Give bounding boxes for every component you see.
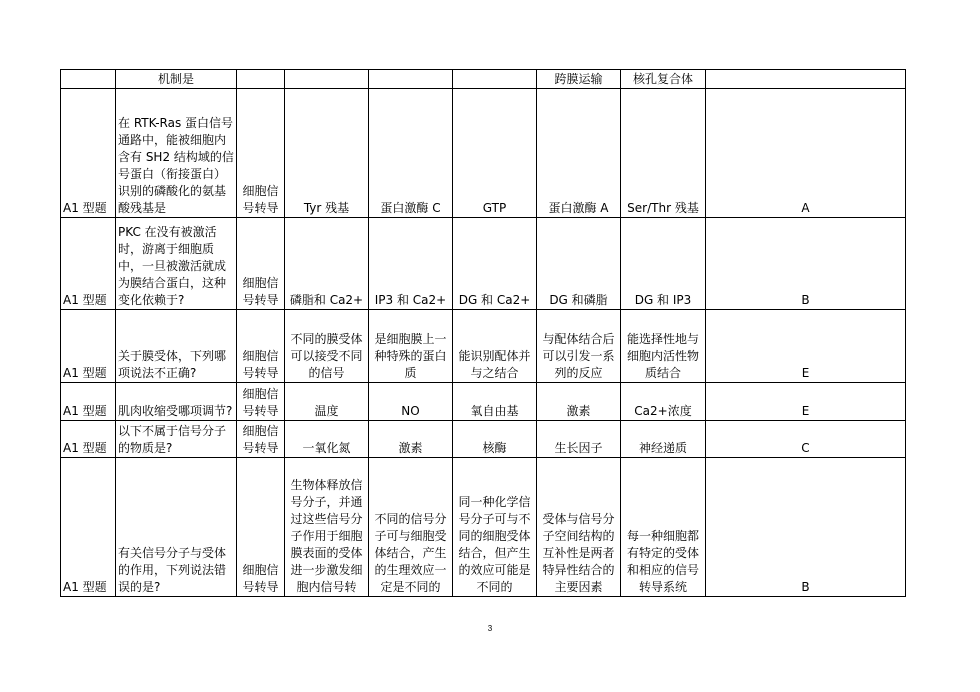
question-type-cell: A1 型题 [61,458,116,597]
question-cell: 关于膜受体，下列哪项说法不正确? [116,310,237,383]
category-cell: 细胞信号转导 [237,458,285,597]
answer-cell: B [706,458,906,597]
question-table [60,69,906,597]
option-cell: 激素 [537,383,621,421]
header-cell: 跨膜运输 [537,70,621,89]
option-cell: IP3 和 Ca2+ [369,218,453,310]
question-cell: 有关信号分子与受体的作用，下列说法错误的是? [116,458,237,597]
option-cell: 能识别配体并与之结合 [453,310,537,383]
option-cell: GTP [453,89,537,218]
option-cell: NO [369,383,453,421]
answer-cell: C [706,421,906,458]
page-number: 3 [487,624,493,633]
option-cell: DG 和 Ca2+ [453,218,537,310]
option-cell: Ser/Thr 残基 [621,89,706,218]
option-cell: 磷脂和 Ca2+ [285,218,369,310]
header-cell [285,70,369,89]
option-cell: 氧自由基 [453,383,537,421]
question-type-cell: A1 型题 [61,89,116,218]
answer-cell: B [706,218,906,310]
answer-cell: E [706,310,906,383]
header-cell [61,70,116,89]
category-cell: 细胞信号转导 [237,383,285,421]
option-cell: 生长因子 [537,421,621,458]
table-row [61,383,906,421]
option-cell: 不同的膜受体可以接受不同的信号 [285,310,369,383]
category-cell: 细胞信号转导 [237,421,285,458]
question-type-cell: A1 型题 [61,383,116,421]
option-cell: 神经递质 [621,421,706,458]
header-row [61,70,906,89]
category-cell: 细胞信号转导 [237,310,285,383]
option-cell: 每一种细胞都有特定的受体和相应的信号转导系统 [621,458,706,597]
answer-cell: E [706,383,906,421]
option-cell: Tyr 残基 [285,89,369,218]
option-cell: 蛋白激酶 C [369,89,453,218]
question-type-cell: A1 型题 [61,218,116,310]
table-row [61,218,906,310]
header-cell [237,70,285,89]
option-cell: DG 和 IP3 [621,218,706,310]
header-cell [369,70,453,89]
question-cell: 肌肉收缩受哪项调节? [116,383,237,421]
option-cell: 核酶 [453,421,537,458]
question-cell: PKC 在没有被激活时，游离于细胞质中，一旦被激活就成为膜结合蛋白，这种变化依赖于? [116,218,237,310]
option-cell: Ca2+浓度 [621,383,706,421]
table-body [61,70,906,597]
option-cell: 激素 [369,421,453,458]
question-type-cell: A1 型题 [61,310,116,383]
category-cell: 细胞信号转导 [237,89,285,218]
header-cell [706,70,906,89]
option-cell: 一氧化氮 [285,421,369,458]
table-row [61,89,906,218]
option-cell: 受体与信号分子空间结构的互补性是两者特异性结合的主要因素 [537,458,621,597]
header-cell: 核孔复合体 [621,70,706,89]
option-cell: 蛋白激酶 A [537,89,621,218]
option-cell: 不同的信号分子可与细胞受体结合，产生的生理效应一定是不同的 [369,458,453,597]
option-cell: 温度 [285,383,369,421]
option-cell: 能选择性地与细胞内活性物质结合 [621,310,706,383]
option-cell: 与配体结合后可以引发一系列的反应 [537,310,621,383]
answer-cell: A [706,89,906,218]
option-cell: 生物体释放信号分子，并通过这些信号分子作用于细胞膜表面的受体进一步激发细胞内信号转 [285,458,369,597]
question-cell: 在 RTK-Ras 蛋白信号通路中，能被细胞内含有 SH2 结构域的信号蛋白（衔接蛋白）识别的磷酸化的氨基酸残基是 [116,89,237,218]
table-row [61,310,906,383]
option-cell: 同一种化学信号分子可与不同的细胞受体结合，但产生的效应可能是不同的 [453,458,537,597]
table-row [61,421,906,458]
question-type-cell: A1 型题 [61,421,116,458]
category-cell: 细胞信号转导 [237,218,285,310]
table-row [61,458,906,597]
question-cell: 以下不属于信号分子的物质是? [116,421,237,458]
header-cell [453,70,537,89]
option-cell: DG 和磷脂 [537,218,621,310]
option-cell: 是细胞膜上一种特殊的蛋白质 [369,310,453,383]
header-cell: 机制是 [116,70,237,89]
